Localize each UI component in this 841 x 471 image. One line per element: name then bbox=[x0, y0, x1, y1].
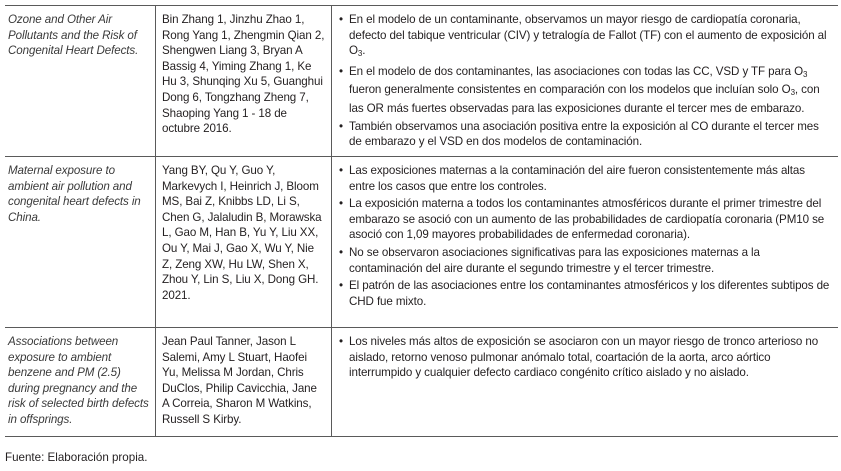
study-findings bbox=[331, 6, 838, 156]
bullet-marker: • bbox=[339, 335, 343, 348]
study-authors: Bin Zhang 1, Jinzhu Zhao 1, Rong Yang 1, Zhengmin Qian 2, Shengwen Liang 3, Bryan A Bassig 4, Yiming Zhang 1, Ke Hu 3, Shunqing Xu 5, Guanghui Dong 6, Tongzhang Zheng 7, Shaoping Yang 1 - 18 de octubre 2016. bbox=[155, 6, 331, 156]
finding-text: Las exposiciones maternas a la contaminación del aire fueron consistentemente más altas entre los casos que entre los controles. bbox=[349, 164, 805, 193]
finding-item bbox=[339, 334, 832, 381]
bullet-marker: • bbox=[339, 279, 343, 293]
study-title: Associations between exposure to ambient benzene and PM (2.5) during pregnancy and the risk of selected birth defects in offsprings. bbox=[8, 335, 149, 426]
finding-item bbox=[339, 163, 832, 194]
finding-item bbox=[339, 119, 832, 150]
bullet-marker: • bbox=[339, 13, 343, 26]
finding-text: También observamos una asociación positiva entre la exposición al CO durante el tercer mes de embarazo y el VSD en dos modelos de contaminación. bbox=[349, 119, 819, 149]
study-title: Ozone and Other Air Pollutants and the Risk of Congenital Heart Defects. bbox=[8, 13, 139, 58]
finding-text: Los niveles más altos de exposición se asociaron con un mayor riesgo de tronco arterioso no aislado, retorno venoso pulmonar anómalo total, coartación de la aorta, arco aórtico interrumpido y cualquier defecto cardiaco congénito crítico aislado y no aislado. bbox=[349, 335, 819, 380]
bullet-marker: • bbox=[339, 64, 343, 78]
finding-text: No se observaron asociaciones significativas para las exposiciones maternas a la contaminación del aire durante el segundo trimestre y el tercer trimestre. bbox=[349, 245, 760, 275]
finding-item bbox=[339, 12, 832, 62]
study-authors: Yang BY, Qu Y, Guo Y, Markevych I, Heinrich J, Bloom MS, Bai Z, Knibbs LD, Li S, Chen G, Jalaludin B, Morawska L, Gao M, Han B, Yu Y, Liu XX, Ou Y, Mai J, Gao X, Wu Y, Nie Z, Zeng XW, Hu LW, Shen X, Zhou Y, Lin S, Liu X, Dong GH. 2021. bbox=[155, 157, 331, 327]
studies-table bbox=[5, 5, 838, 437]
bullet-marker: • bbox=[339, 164, 343, 177]
finding-item bbox=[339, 64, 832, 117]
study-authors: Jean Paul Tanner, Jason L Salemi, Amy L Stuart, Haofei Yu, Melissa M Jordan, Chris DuClos, Philip Cavicchia, Jane A Correia, Sharon M Watkins, Russell S Kirby. bbox=[155, 328, 331, 436]
table-row bbox=[5, 157, 838, 328]
source-footnote: Fuente: Elaboración propia. bbox=[5, 451, 148, 464]
study-findings bbox=[331, 157, 838, 327]
finding-item bbox=[339, 196, 832, 243]
table-row bbox=[5, 328, 838, 437]
finding-text: En el modelo de dos contaminantes, las asociaciones con todas las CC, VSD y TF para $O_3$ fueron generalmente consistentes en comparación con los modelos que incluían solo $O_3$, con las OR más fuertes observadas para las exposiciones durante el tercer mes de embarazo. bbox=[349, 64, 820, 115]
finding-text: En el modelo de un contaminante, observamos un mayor riesgo de cardiopatía coronaria, defecto del tabique ventricular (CIV) y tetralogía de Fallot (TF) con el aumento de exposición al $O_3$. bbox=[349, 13, 827, 59]
finding-text: El patrón de las asociaciones entre los contaminantes atmosféricos y los diferentes subtipos de CHD fue mixto. bbox=[349, 279, 830, 308]
table-row bbox=[5, 5, 838, 157]
bullet-marker: • bbox=[339, 197, 343, 211]
study-title: Maternal exposure to ambient air pollution and congenital heart defects in China. bbox=[8, 164, 141, 224]
bullet-marker: • bbox=[339, 245, 343, 259]
bullet-marker: • bbox=[339, 119, 343, 133]
finding-text: La exposición materna a todos los contaminantes atmosféricos durante el primer trimestre del embarazo se asoció con un aumento de las probabilidades de cardiopatía coronaria (PM10 se asoció con 1,09 mayores probabilidades de enfermedad coronaria). bbox=[349, 197, 825, 242]
finding-item bbox=[339, 278, 832, 309]
finding-item bbox=[339, 245, 832, 276]
study-findings bbox=[331, 328, 838, 436]
